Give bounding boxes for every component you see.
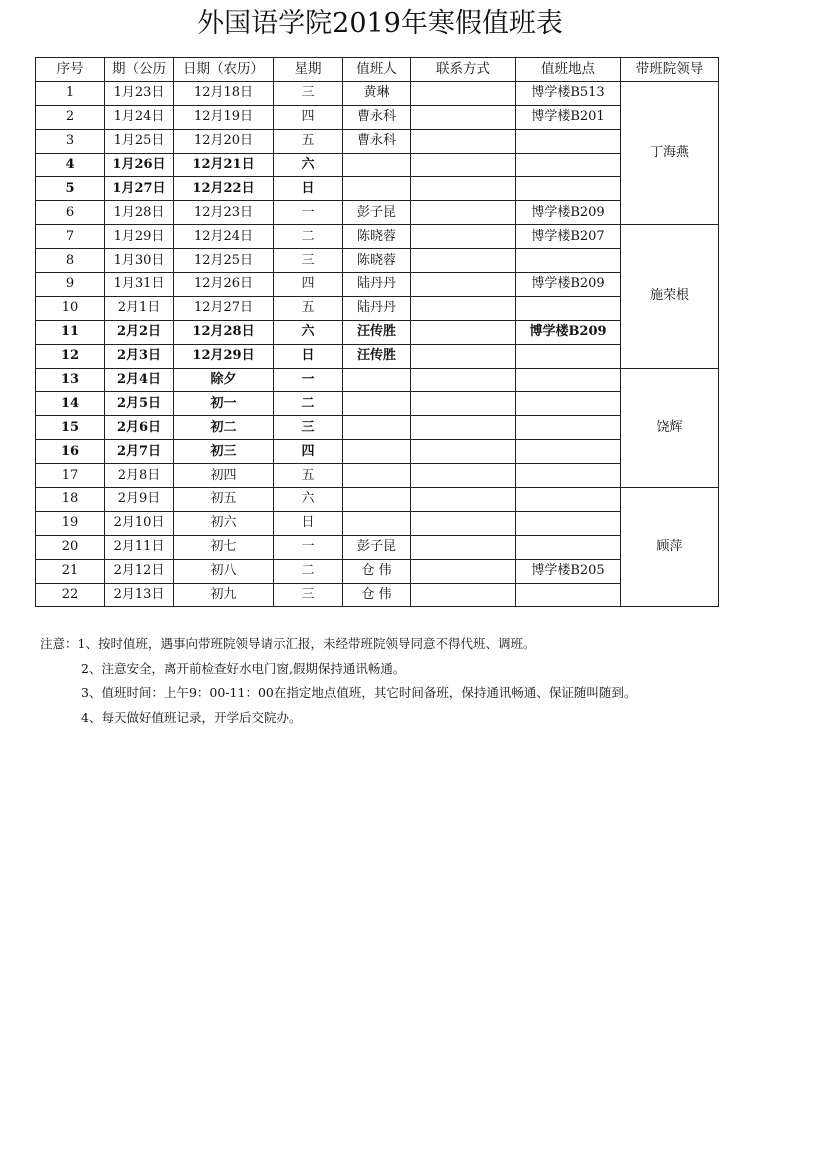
table-row [36,296,719,320]
duty-person-cell [343,440,411,464]
solar-date-cell: 2月13日 [105,583,174,607]
lunar-date-cell: 12月18日 [174,81,274,105]
weekday-cell: 三 [274,416,343,440]
weekday-cell: 日 [274,344,343,368]
seq-cell: 20 [36,535,105,559]
table-row [36,488,719,512]
note-line: 2、注意安全，离开前检查好水电门窗,假期保持通讯畅通。 [81,660,406,676]
header-cell: 序号 [36,58,105,82]
duty-location-cell [516,416,621,440]
table-row [36,440,719,464]
table-row [36,416,719,440]
header-cell: 期（公历 [105,58,174,82]
seq-cell: 16 [36,440,105,464]
duty-location-cell [516,488,621,512]
lunar-date-cell: 12月21日 [174,153,274,177]
lunar-date-cell: 初八 [174,559,274,583]
solar-date-cell: 1月27日 [105,177,174,201]
lunar-date-cell: 12月28日 [174,320,274,344]
duty-location-cell: 博学楼B207 [516,225,621,249]
duty-person-cell [343,416,411,440]
seq-cell: 22 [36,583,105,607]
seq-cell: 13 [36,368,105,392]
seq-cell: 11 [36,320,105,344]
duty-location-cell [516,440,621,464]
solar-date-cell: 2月12日 [105,559,174,583]
solar-date-cell: 2月1日 [105,296,174,320]
weekday-cell: 三 [274,81,343,105]
duty-person-cell [343,488,411,512]
duty-person-cell: 仓 伟 [343,559,411,583]
lunar-date-cell: 初一 [174,392,274,416]
page-title: 外国语学院2019年寒假值班表 [197,8,563,39]
header-cell: 值班人 [343,58,411,82]
lunar-date-cell: 初二 [174,416,274,440]
table-row [36,153,719,177]
duty-person-cell [343,392,411,416]
contact-cell [411,320,516,344]
table-row [36,559,719,583]
header-cell: 联系方式 [411,58,516,82]
seq-cell: 18 [36,488,105,512]
solar-date-cell: 2月11日 [105,535,174,559]
weekday-cell: 一 [274,368,343,392]
header-cell: 星期 [274,58,343,82]
contact-cell [411,416,516,440]
contact-cell [411,225,516,249]
weekday-cell: 二 [274,392,343,416]
table-row [36,320,719,344]
duty-person-cell [343,511,411,535]
contact-cell [411,511,516,535]
notes-section [40,632,636,730]
lunar-date-cell: 12月23日 [174,201,274,225]
seq-cell: 15 [36,416,105,440]
weekday-cell: 二 [274,559,343,583]
lunar-date-cell: 12月19日 [174,105,274,129]
seq-cell: 4 [36,153,105,177]
lunar-date-cell: 12月29日 [174,344,274,368]
duty-location-cell [516,177,621,201]
solar-date-cell: 1月30日 [105,249,174,273]
solar-date-cell: 2月4日 [105,368,174,392]
contact-cell [411,559,516,583]
solar-date-cell: 1月26日 [105,153,174,177]
lunar-date-cell: 12月24日 [174,225,274,249]
table-row [36,177,719,201]
contact-cell [411,392,516,416]
solar-date-cell: 1月23日 [105,81,174,105]
table-row [36,129,719,153]
contact-cell [411,153,516,177]
duty-person-cell: 彭子昆 [343,535,411,559]
duty-location-cell: 博学楼B205 [516,559,621,583]
contact-cell [411,440,516,464]
lunar-date-cell: 12月20日 [174,129,274,153]
duty-location-cell [516,464,621,488]
seq-cell: 8 [36,249,105,273]
solar-date-cell: 1月28日 [105,201,174,225]
solar-date-cell: 1月24日 [105,105,174,129]
solar-date-cell: 2月5日 [105,392,174,416]
weekday-cell: 五 [274,129,343,153]
weekday-cell: 六 [274,153,343,177]
leader-cell: 饶辉 [621,368,719,487]
duty-person-cell: 汪传胜 [343,344,411,368]
duty-location-cell [516,129,621,153]
contact-cell [411,273,516,297]
seq-cell: 10 [36,296,105,320]
contact-cell [411,464,516,488]
table-header-row [36,58,719,82]
contact-cell [411,129,516,153]
table-row [36,535,719,559]
contact-cell [411,81,516,105]
weekday-cell: 六 [274,320,343,344]
duty-person-cell: 陆丹丹 [343,296,411,320]
solar-date-cell: 2月7日 [105,440,174,464]
seq-cell: 7 [36,225,105,249]
contact-cell [411,201,516,225]
table-body [36,81,719,607]
weekday-cell: 日 [274,511,343,535]
duty-person-cell: 彭子昆 [343,201,411,225]
duty-person-cell [343,368,411,392]
lunar-date-cell: 初七 [174,535,274,559]
duty-location-cell [516,153,621,177]
lunar-date-cell: 12月22日 [174,177,274,201]
leader-cell: 顾萍 [621,488,719,607]
leader-cell: 丁海燕 [621,81,719,224]
header-cell: 日期（农历） [174,58,274,82]
seq-cell: 19 [36,511,105,535]
duty-person-cell: 陈晓蓉 [343,225,411,249]
solar-date-cell: 2月6日 [105,416,174,440]
weekday-cell: 三 [274,249,343,273]
duty-location-cell: 博学楼B209 [516,273,621,297]
leader-cell: 施荣根 [621,225,719,368]
table-row [36,105,719,129]
solar-date-cell: 2月3日 [105,344,174,368]
duty-location-cell [516,296,621,320]
contact-cell [411,105,516,129]
duty-location-cell [516,583,621,607]
lunar-date-cell: 初六 [174,511,274,535]
lunar-date-cell: 12月26日 [174,273,274,297]
lunar-date-cell: 12月25日 [174,249,274,273]
seq-cell: 3 [36,129,105,153]
table-row [36,368,719,392]
solar-date-cell: 2月8日 [105,464,174,488]
table-row [36,249,719,273]
table-row [36,511,719,535]
lunar-date-cell: 12月27日 [174,296,274,320]
duty-person-cell: 汪传胜 [343,320,411,344]
table-row [36,344,719,368]
table-row [36,583,719,607]
seq-cell: 2 [36,105,105,129]
seq-cell: 9 [36,273,105,297]
duty-location-cell: 博学楼B201 [516,105,621,129]
contact-cell [411,583,516,607]
seq-cell: 1 [36,81,105,105]
solar-date-cell: 1月29日 [105,225,174,249]
weekday-cell: 四 [274,273,343,297]
duty-person-cell: 仓 伟 [343,583,411,607]
weekday-cell: 三 [274,583,343,607]
seq-cell: 5 [36,177,105,201]
seq-cell: 12 [36,344,105,368]
contact-cell [411,249,516,273]
duty-location-cell: 博学楼B513 [516,81,621,105]
weekday-cell: 四 [274,440,343,464]
lunar-date-cell: 初九 [174,583,274,607]
table-row [36,81,719,105]
header-cell: 值班地点 [516,58,621,82]
weekday-cell: 二 [274,225,343,249]
duty-person-cell: 曹永科 [343,129,411,153]
seq-cell: 21 [36,559,105,583]
lunar-date-cell: 除夕 [174,368,274,392]
weekday-cell: 六 [274,488,343,512]
solar-date-cell: 1月31日 [105,273,174,297]
duty-person-cell: 陈晓蓉 [343,249,411,273]
seq-cell: 17 [36,464,105,488]
duty-person-cell: 陆丹丹 [343,273,411,297]
duty-person-cell: 黄琳 [343,81,411,105]
contact-cell [411,368,516,392]
header-cell: 带班院领导 [621,58,719,82]
duty-location-cell [516,392,621,416]
seq-cell: 14 [36,392,105,416]
duty-location-cell [516,535,621,559]
weekday-cell: 五 [274,464,343,488]
note-line: 4、每天做好值班记录，开学后交院办。 [81,709,302,725]
contact-cell [411,177,516,201]
table-row [36,201,719,225]
weekday-cell: 日 [274,177,343,201]
weekday-cell: 一 [274,201,343,225]
note-line: 注意：1、按时值班，遇事向带班院领导请示汇报，未经带班院领导同意不得代班、调班。 [40,636,536,651]
contact-cell [411,535,516,559]
weekday-cell: 四 [274,105,343,129]
seq-cell: 6 [36,201,105,225]
table-row [36,273,719,297]
solar-date-cell: 2月9日 [105,488,174,512]
solar-date-cell: 2月2日 [105,320,174,344]
lunar-date-cell: 初五 [174,488,274,512]
weekday-cell: 一 [274,535,343,559]
duty-location-cell [516,511,621,535]
duty-person-cell [343,464,411,488]
contact-cell [411,488,516,512]
duty-person-cell: 曹永科 [343,105,411,129]
duty-roster-table [35,57,719,607]
table-row [36,392,719,416]
lunar-date-cell: 初四 [174,464,274,488]
duty-location-cell [516,344,621,368]
duty-person-cell [343,153,411,177]
contact-cell [411,344,516,368]
duty-location-cell [516,249,621,273]
weekday-cell: 五 [274,296,343,320]
table-row [36,464,719,488]
contact-cell [411,296,516,320]
table-row [36,225,719,249]
duty-location-cell: 博学楼B209 [516,201,621,225]
solar-date-cell: 1月25日 [105,129,174,153]
solar-date-cell: 2月10日 [105,511,174,535]
lunar-date-cell: 初三 [174,440,274,464]
duty-location-cell [516,368,621,392]
note-line: 3、值班时间：上午9：00-11：00在指定地点值班，其它时间备班，保持通讯畅通、保证随叫随到。 [81,685,637,700]
duty-person-cell [343,177,411,201]
duty-location-cell: 博学楼B209 [516,320,621,344]
